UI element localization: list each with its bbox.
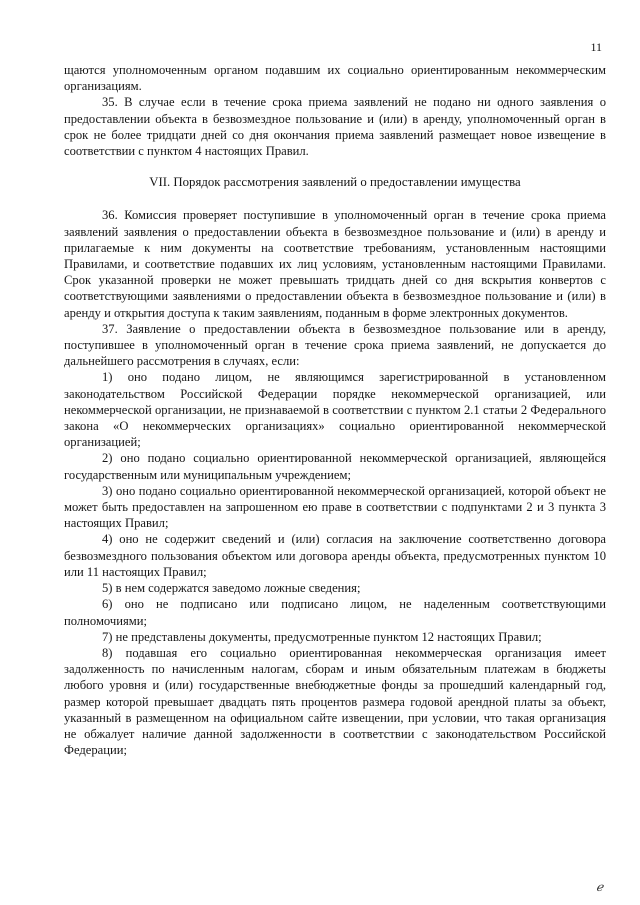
list-item-7: 7) не представлены документы, предусмотренные пунктом 12 настоящих Правил; — [102, 629, 542, 644]
handwritten-mark: ℯ — [596, 880, 604, 894]
list-item-5: 5) в нем содержатся заведомо ложные сведения; — [102, 581, 361, 596]
document-body — [64, 62, 606, 758]
list-item-3: 3) оно подано социально ориентированной некоммерческой организацией, которой объект не может быть предоставлен на запрошенном ею праве в соответствии с подпунктами 2 и 3 пункта 3 настоящих Правил; — [64, 483, 606, 531]
paragraph-35: 35. В случае если в течение срока приема заявлений не подано ни одного заявления о предоставлении объекта в безвозмездное пользование и (или) в аренду, уполномоченный орган в срок не более тридцати дней со дня окончания приема заявлений размещает новое извещение в соответствии с пунктом 4 настоящих Правил. — [64, 95, 606, 159]
list-item-8: 8) подавшая его социально ориентированная некоммерческая организация имеет задолженность по начисленным налогам, сборам и иным обязательным платежам в бюджеты любого уровня и (или) государственные внебюджетные фонды за прошедший календарный год, размер которой превышает двадцать пять процентов размера годовой арендной платы за объект, указанный в размещенном на официальном сайте извещении, при условии, что такая организация не обжалует наличие данной задолженности в соответствии с законодательством Российской Федерации; — [64, 645, 606, 758]
list-item-6: 6) оно не подписано или подписано лицом, не наделенным соответствующими полномочиями; — [64, 597, 606, 628]
paragraph-continuation: щаются уполномоченным органом подавшим их социально ориентированным некоммерческим организациям. — [64, 63, 606, 94]
list-item-1: 1) оно подано лицом, не являющимся зарегистрированной в установленном законодательством Российской Федерации порядке некоммерческой организацией, или некоммерческой организации, не признаваемой в соответствии с пунктом 2.1 статьи 2 Федерального закона «О некоммерческих организациях» социально ориентированной некоммерческой организацией; — [64, 370, 606, 450]
list-item-2: 2) оно подано социально ориентированной некоммерческой организацией, являющейся государственным или муниципальным учреждением; — [64, 451, 606, 482]
section-heading: VII. Порядок рассмотрения заявлений о предоставлении имущества — [149, 175, 521, 190]
page-number: 11 — [590, 40, 602, 54]
list-item-4: 4) оно не содержит сведений и (или) согласия на заключение соответственно договора безвозмездного пользования объектом или договора аренды объекта, предусмотренных пунктом 10 или 11 настоящих Правил; — [64, 532, 606, 579]
paragraph-37: 37. Заявление о предоставлении объекта в безвозмездное пользование или в аренду, поступившее в уполномоченный орган в течение срока приема заявлений, не допускается до дальнейшего рассмотрения в случаях, если: — [64, 321, 606, 369]
paragraph-36: 36. Комиссия проверяет поступившие в уполномоченный орган в течение срока приема заявлений заявления о предоставлении объекта в безвозмездное пользование и (или) в аренду и прилагаемые к ним документы на соответствие требованиям, установленным настоящими Правилами, и соответствие подавших их лиц условиям, установленным настоящими Правилами. Срок указанной проверки не может превышать тридцать дней со дня вскрытия конвертов с соответствующими заявлениями о предоставлении объекта в безвозмездное пользование и (или) в аренду и открытия доступа к таким заявлениям, поданным в форме электронных документов. — [64, 208, 606, 320]
